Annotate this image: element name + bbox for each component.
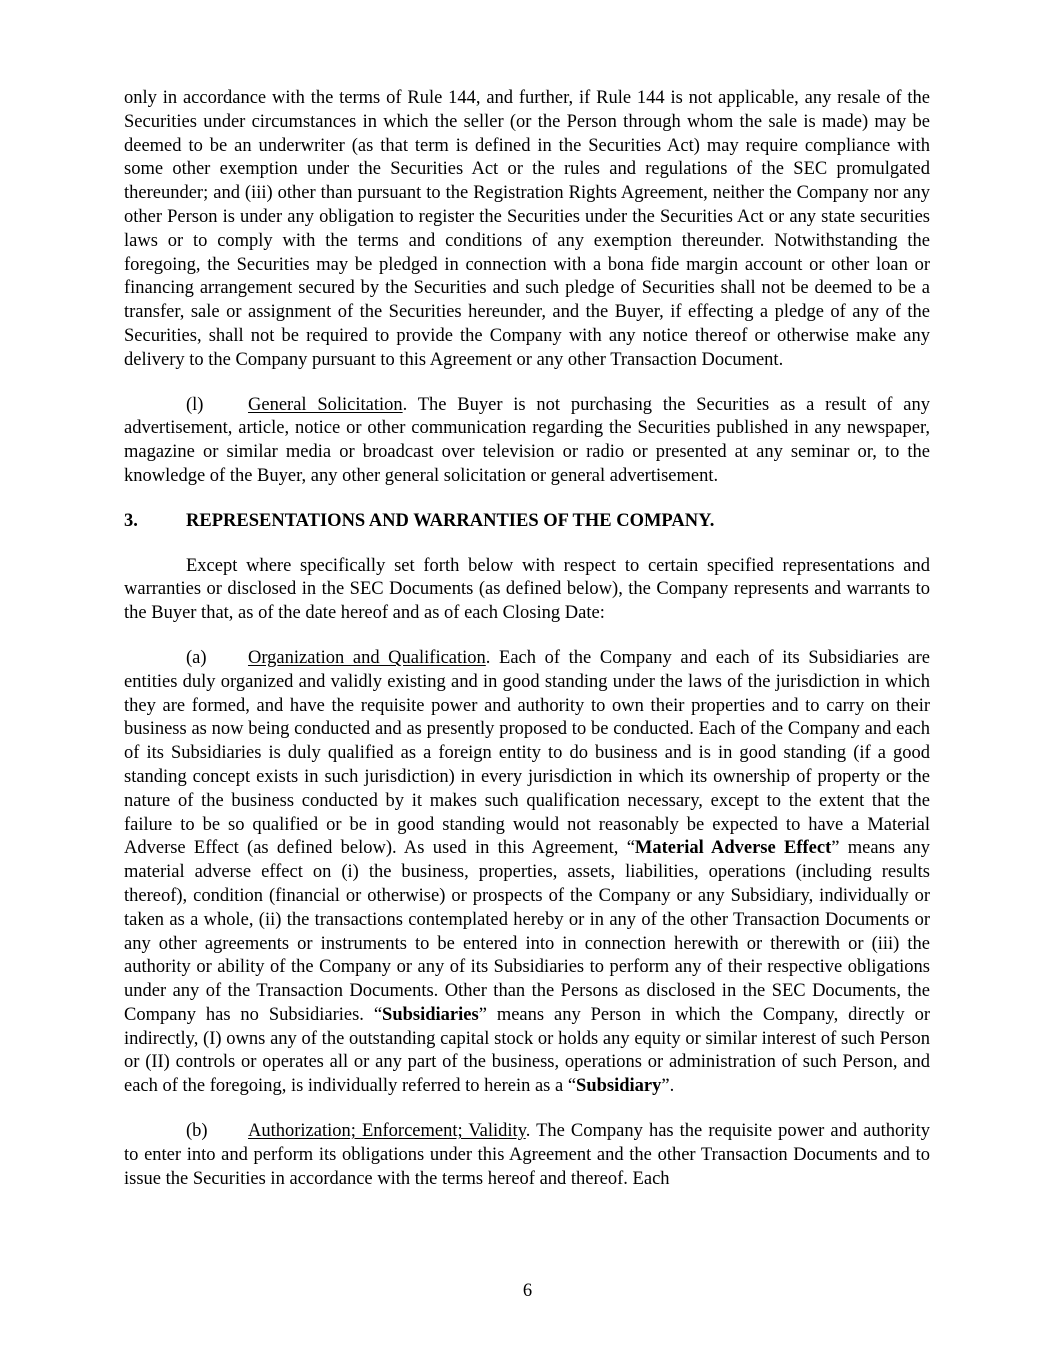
continuation-paragraph: only in accordance with the terms of Rule 144, and further, if Rule 144 is not applicable, any resale of the Securities under circumstances in which the seller (or the Person through whom the sale is made) may be deemed to be an underwriter (as that term is defined in the Securities Act) may require compliance with some other exemption under the Securities Act or the rules and regulations of the SEC promulgated thereunder; and (iii) other than pursuant to the Registration Rights Agreement, neither the Company nor any other Person is under any obligation to register the Securities under the Securities Act or any state securities laws or to comply with the terms and conditions of any exemption thereunder. Notwithstanding the foregoing, the Securities may be pledged in connection with a bona fide margin account or other loan or financing arrangement secured by the Securities and such pledge of Securities shall not be deemed to be a transfer, sale or assignment of the Securities hereunder, and the Buyer, if effecting a pledge of any of the Securities, shall not be required to provide the Company with any notice thereof or otherwise make any delivery to the Company pursuant to this Agreement or any other Transaction Document. (124, 88, 930, 370)
paragraph-b-title: Authorization; Enforcement; Validity (248, 1121, 526, 1142)
paragraph-a-text-4: ”. (661, 1076, 675, 1097)
section-3-number: 3. (124, 510, 138, 531)
defined-term-subsidiaries: Subsidiaries (382, 1004, 479, 1025)
paragraph-a-text-3: ” means any Person in which the Company, directly or indirectly, (I) owns any of the outstanding capital stock or holds any equity or similar interest of such Person or (II) controls or operates all or any part of the business, operations or administration of such Person, and each of the foregoing, is individually referred to herein as a “ (124, 1004, 930, 1097)
defined-term-subsidiary: Subsidiary (576, 1076, 662, 1097)
paragraph-l-number: (l) (186, 394, 204, 415)
paragraph-b (124, 1120, 930, 1191)
paragraph-l-title: General Solicitation (248, 394, 403, 415)
paragraph-b-text: . The Company has the requisite power and authority to enter into and perform its obligations under this Agreement and the other Transaction Documents and to issue the Securities in accordance with the terms hereof and thereof. Each (124, 1121, 930, 1189)
paragraph-a-number: (a) (186, 647, 207, 668)
paragraph-l-text: . The Buyer is not purchasing the Securities as a result of any advertisement, article, notice or other communication regarding the Securities published in any newspaper, magazine or similar media or broadcast over television or radio or presented at any seminar or, to the knowledge of the Buyer, any other general solicitation or general advertisement. (124, 394, 930, 486)
paragraph-b-number: (b) (186, 1121, 208, 1142)
section-3-intro: Except where specifically set forth below with respect to certain specified representations and warranties or disclosed in the SEC Documents (as defined below), the Company represents and warrants to the Buyer that, as of the date hereof and as of each Closing Date: (124, 555, 930, 624)
paragraph-a-text-1: . Each of the Company and each of its Subsidiaries are entities duly organized and validly existing and in good standing under the laws of the jurisdiction in which they are formed, and have the requisite power and authority to own their properties and to carry on their business as now being conducted and as presently proposed to be conducted. Each of the Company and each of its Subsidiaries is duly qualified as a foreign entity to do business and is in good standing (if a good standing concept exists in such jurisdiction) in every jurisdiction in which its ownership of property or the nature of the business conducted by it makes such qualification necessary, except to the extent that the failure to be so qualified or be in good standing would not reasonably be expected to have a Material Adverse Effect (as defined below). As used in this Agreement, “ (124, 647, 931, 859)
paragraph-a-title: Organization and Qualification (248, 647, 486, 668)
section-3-heading (124, 510, 930, 534)
document-page (124, 87, 930, 1191)
paragraph-l (124, 394, 930, 489)
page-number: 6 (522, 1281, 533, 1301)
paragraph-a (124, 647, 930, 1099)
defined-term-material-adverse-effect: Material Adverse Effect (634, 838, 832, 859)
paragraph-a-text-2: ” means any material adverse effect on (i) the business, properties, assets, liabilities, operations (including results thereof), condition (financial or otherwise) or prospects of the Company or any Subsidiary, individually or taken as a whole, (ii) the transactions contemplated hereby or in any of the other Transaction Documents or any other agreements or instruments to be entered into in connection herewith or therewith or (iii) the authority or ability of the Company or any of its Subsidiaries to perform any of their respective obligations under any of the Transaction Documents. Other than the Persons as disclosed in the SEC Documents, the Company has no Subsidiaries. “ (124, 838, 930, 1025)
section-3-title: REPRESENTATIONS AND WARRANTIES OF THE COMPANY. (186, 510, 715, 531)
